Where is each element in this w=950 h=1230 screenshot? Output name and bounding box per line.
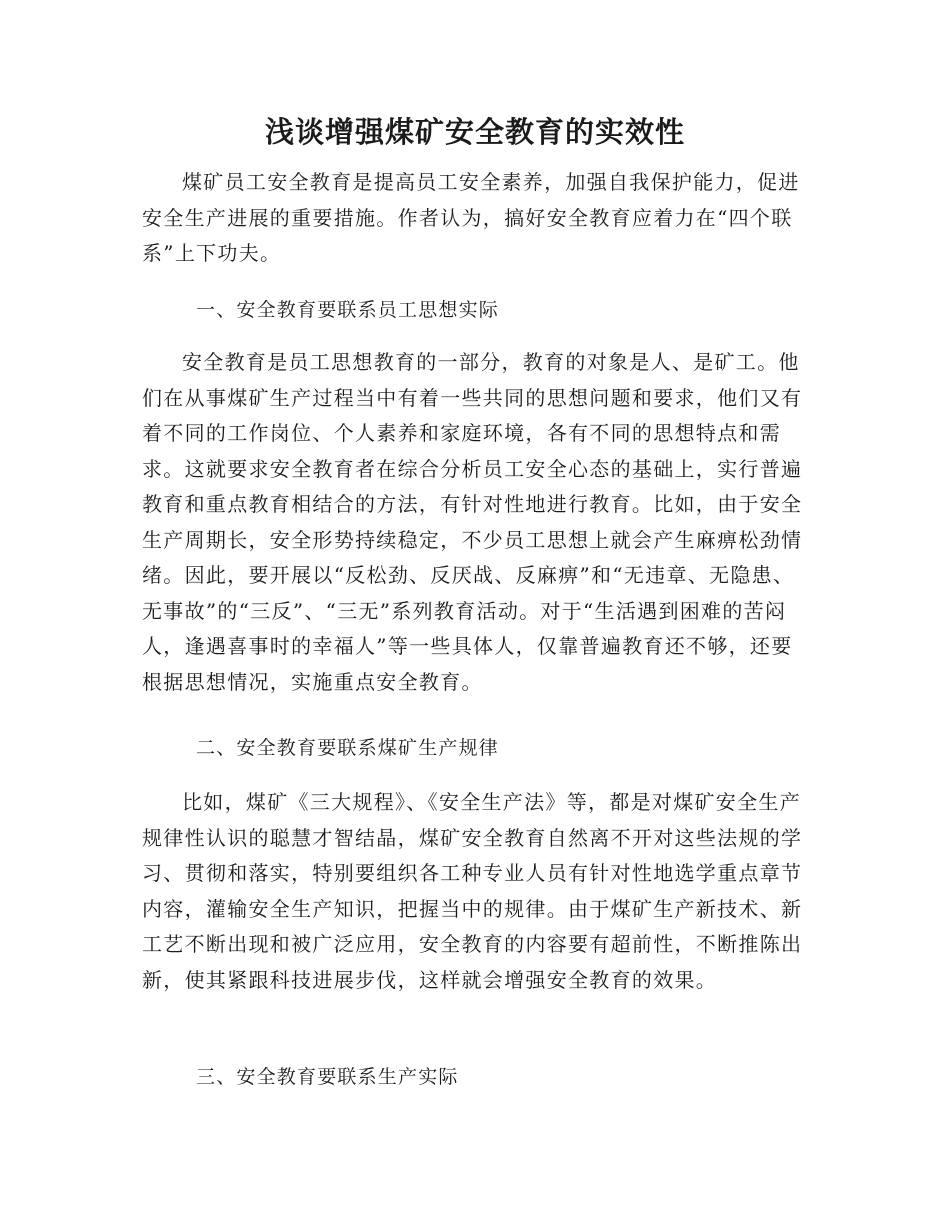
section-1-body: 安全教育是员工思想教育的一部分，教育的对象是人、是矿工。他们在从事煤矿生产过程当中有着一些共同的思想问题和要求，他们又有着不同的工作岗位、个人素养和家庭环境，各有不同的思想特点和需求。这就要求安全教育者在综合分析员工安全心态的基础上，实行普遍教育和重点教育相结合的方法，有针对性地进行教育。比如，由于安全生产周期长，安全形势持续稳定，不少员工思想上就会产生麻痹松劲情绪。因此，要开展以“反松劲、反厌战、反麻痹”和“无违章、无隐患、无事故”的“三反”、“三无”系列教育活动。对于“生活遇到困难的苦闷人，逢遇喜事时的幸福人”等一些具体人，仅靠普遍教育还不够，还要根据思想情况，实施重点安全教育。 xyxy=(142,350,803,694)
intro-paragraph: 煤矿员工安全教育是提高员工安全素养，加强自我保护能力，促进安全生产进展的重要措施。作者认为，搞好安全教育应着力在“四个联系”上下功夫。 xyxy=(142,170,800,265)
document-title: 浅谈增强煤矿安全教育的实效性 xyxy=(264,115,685,149)
section-2-body: 比如，煤矿《三大规程》、《安全生产法》等，都是对煤矿安全生产规律性认识的聪慧才智结晶，煤矿安全教育自然离不开对这些法规的学习、贯彻和落实，特别要组织各工种专业人员有针对性地选学重点章节内容，灌输安全生产知识，把握当中的规律。由于煤矿生产新技术、新工艺不断出现和被广泛应用，安全教育的内容要有超前性，不断推陈出新，使其紧跟科技进展步伐，这样就会增强安全教育的效果。 xyxy=(142,790,803,992)
section-2-heading: 二、安全教育要联系煤矿生产规律 xyxy=(196,737,500,759)
section-3-heading: 三、安全教育要联系生产实际 xyxy=(196,1066,459,1088)
section-1-heading: 一、安全教育要联系员工思想实际 xyxy=(196,299,500,321)
